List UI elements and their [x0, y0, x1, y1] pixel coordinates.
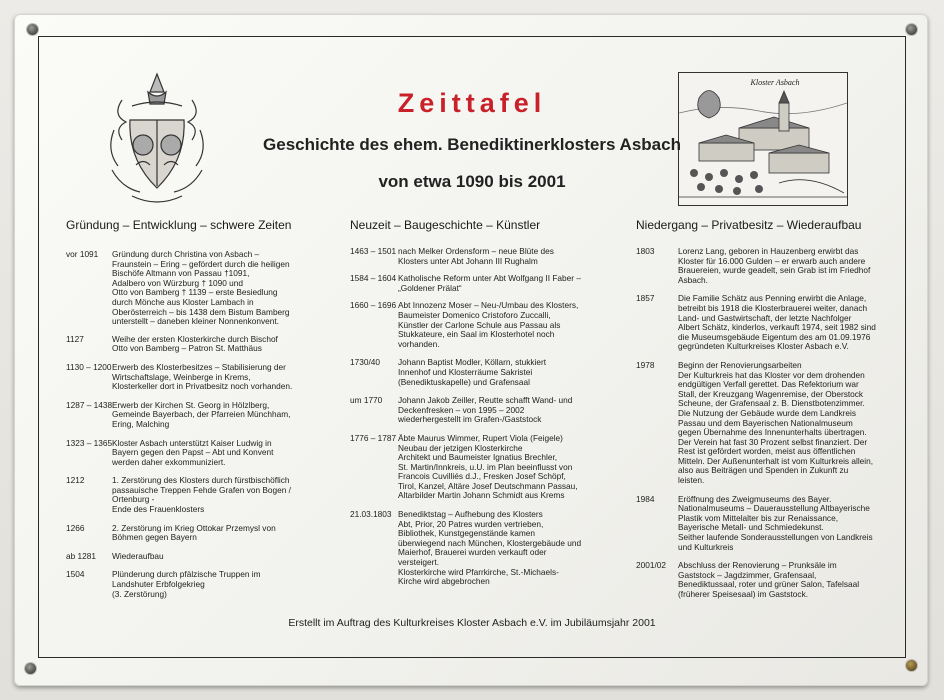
entry-year: 1660 – 1696	[350, 300, 397, 311]
entry-year: 2001/02	[636, 560, 666, 571]
timeline-entry	[350, 274, 590, 293]
timeline-column-1	[66, 250, 306, 599]
column-heading-2: Neuzeit – Baugeschichte – Künstler	[350, 218, 541, 232]
entry-year: 1857	[636, 293, 655, 304]
timeline-entry	[636, 561, 886, 599]
entry-text: 1. Zerstörung des Klosters durch fürstbischöflich passauische Treppen Fehde Grafen von Bogen / Ortenburg - Ende des Frauenklosters	[112, 475, 291, 515]
entry-text: Kloster Asbach unterstützt Kaiser Ludwig in Bayern gegen den Papst – Abt und Konvent werden daher exkommuniziert.	[112, 437, 274, 467]
timeline-entry	[350, 301, 590, 349]
entry-year: 1803	[636, 246, 655, 256]
column-heading-1: Gründung – Entwicklung – schwere Zeiten	[66, 218, 292, 232]
entry-text: nach Melker Ordensform – neue Blüte des Klosters unter Abt Johann III Rughalm	[398, 246, 554, 266]
entry-text: Abschluss der Renovierung – Prunksäle im Gaststock – Jagdzimmer, Grafensaal, Benediktussaal, roter und grüner Salon, Tafelsaal (früherer Speisesaal) im Gaststock.	[678, 560, 860, 599]
timeline-entry	[66, 439, 306, 468]
entry-text: Johann Jakob Zeiller, Reutte schafft Wand- und Deckenfresken – von 1995 – 2002 wiederhergestellt im Grafen-/Gaststock	[398, 395, 573, 425]
entry-text: Erwerb des Klosterbesitzes – Stabilisierung der Wirtschaftslage, Weinberge in Krems, Klosterkeller dort in Privatbesitz noch vorhanden.	[112, 361, 293, 392]
entry-year: 1212	[66, 475, 85, 486]
timeline-entry	[66, 335, 306, 354]
page-subtitle: Geschichte des ehem. Benediktinerklosters Asbach	[263, 135, 681, 154]
timeline-entry	[636, 495, 886, 553]
entry-text: Abt Innozenz Moser – Neu-/Umbau des Klosters, Baumeister Domenico Cristoforo Zuccalli, Künstler der Carlone Schule aus Passau als Stukkateure, ein Saal im Klosterhotel noch vorhanden.	[398, 300, 579, 349]
footer-credit: Erstellt im Auftrag des Kulturkreises Kloster Asbach e.V. im Jubiläumsjahr 2001	[288, 617, 656, 629]
entry-year: 1504	[66, 569, 85, 580]
timeline-entry	[350, 510, 590, 587]
entry-year: 1287 – 1438	[66, 399, 113, 410]
entry-text: Die Familie Schätz aus Penning erwirbt die Anlage, betreibt bis 1918 die Klosterbrauerei weiter, danach Land- und Gastwirtschaft, der letzte Nachfolger Albert Schätz, kinderlos, verkauft 1974, seit 1982 sind die Museumsgebäude Eigentum des am 01.09.1976 gegründeten Kulturkreises Kloster Asbach e.V.	[678, 293, 876, 352]
entry-year: um 1770	[350, 395, 383, 406]
entry-text: Äbte Maurus Wimmer, Rupert Viola (Feigele) Neubau der jetzigen Klosterkirche Architekt und Baumeister Ignatius Brechler, St. Martin/Innkreis, u.U. im Plan beeinflusst von Francois Cuvilliés d.J., Fresken Josef Schöpf, Tirol, Kanzel, Altäre Josef Deutschmann Passau, Altarbilder Martin Johann Schmidt aus Krems	[398, 432, 578, 501]
entry-year: 1978	[636, 359, 655, 370]
entry-text: Katholische Reform unter Abt Wolfgang II Faber – „Goldener Prälat“	[398, 273, 581, 293]
entry-year: 1266	[66, 522, 85, 533]
entry-text: Benediktstag – Aufhebung des Klosters Abt, Prior, 20 Patres wurden vertrieben, Bibliothek, Kunstgegenstände kamen überwiegend nach München, Klostergebäude und Maierhof, Brauerei wurden verkauft oder versteigert. Klosterkirche wird Pfarrkirche, St.-Michaels- Kirche wird abgebrochen	[398, 509, 582, 587]
timeline-entry	[66, 363, 306, 392]
entry-year: 1127	[66, 333, 84, 344]
entry-year: 1130 – 1200	[66, 361, 112, 372]
screw-top-left	[27, 24, 38, 35]
entry-text: Wiederaufbau	[112, 550, 164, 561]
timeline-entry	[636, 361, 886, 486]
screw-bottom-right	[906, 660, 917, 671]
timeline-column-3	[636, 247, 886, 600]
column-heading-3: Niedergang – Privatbesitz – Wiederaufbau	[636, 218, 862, 232]
timeline-entry	[350, 358, 590, 387]
entry-year: vor 1091	[66, 249, 99, 259]
timeline-entry	[66, 570, 306, 599]
timeline-entry	[66, 250, 306, 327]
timeline-entry	[636, 294, 886, 352]
entry-text: Weihe der ersten Klosterkirche durch Bischof Otto von Bamberg – Patron St. Matthäus	[112, 333, 278, 354]
screw-top-right	[906, 24, 917, 35]
entry-text: Erwerb der Kirchen St. Georg in Hölzlberg, Gemeinde Bayerbach, der Pfarreien Münchham, Ering, Malching	[112, 399, 291, 429]
entry-year: 1730/40	[350, 357, 380, 368]
entry-text: Plünderung durch pfälzische Truppen im Landshuter Erbfolgekrieg (3. Zerstörung)	[112, 569, 261, 599]
entry-text: Beginn der Renovierungsarbeiten Der Kulturkreis hat das Kloster vor dem drohenden endgültigen Verfall gerettet. Das Refektorium war Stall, der Kreuzgang Wagenremise, der Oberstock Scheune, der Grafensaal z. B. Dienstbotenzimmer. Die Nutzung der Gebäude wurde dem Landkreis Passau und dem Bayerischen Nationalmuseum gegen Übernahme des Innenunterhalts übertragen. Der Verein hat fast 30 Prozent selbst finanziert. Der Rest ist gefördert worden, meist aus öffentlichen Mitteln. Der Außenunterhalt ist vom Kulturkreis allein, also aus Beiträgen und Spenden in Zukunft zu leisten.	[678, 359, 874, 486]
engraving-caption: Kloster Asbach	[750, 78, 800, 87]
entry-text: Gründung durch Christina von Asbach – Fraunstein – Ering – gefördert durch die heiligen Bischöfe Altmann von Passau †1091, Adalbero von Würzburg † 1090 und Otto von Bamberg † 1139 – erste Besiedlung durch Mönche aus Kloster Lambach in Oberösterreich – bis 1438 dem Bistum Bamberg unterstellt – daneben kleiner Nonnenkonvent.	[112, 249, 290, 327]
timeline-entry	[350, 396, 590, 425]
page-title: Zeittafel	[397, 88, 547, 118]
entry-year: 1584 – 1604	[350, 273, 397, 284]
entry-year: 1984	[636, 493, 655, 504]
timeline-entry	[350, 434, 590, 501]
timeline-entry	[66, 401, 306, 430]
timeline-entry	[66, 524, 306, 543]
timeline-entry	[636, 247, 886, 285]
entry-text: Johann Baptist Modler, Köllarn, stukkiert Innenhof und Klosterräume Sakristei (Benediktuskapelle) und Grafensaal	[398, 357, 547, 387]
entry-text: Eröffnung des Zweigmuseums des Bayer. Nationalmuseums – Dauerausstellung Altbayerische Plastik vom Mittelalter bis zur Renaissance, Bayerische Metall- und Schmiedekunst. Seither laufende Sonderausstellungen von Landkreis und Kulturkreis	[678, 493, 873, 552]
entry-year: ab 1281	[66, 550, 96, 561]
timeline-entry	[66, 552, 306, 562]
screw-bottom-left	[25, 663, 36, 674]
timeline-entry	[350, 247, 590, 266]
entry-year: 1463 – 1501	[350, 246, 397, 256]
timeline-entry	[66, 476, 306, 514]
timeline-column-2	[350, 247, 590, 587]
entry-year: 21.03.1803	[350, 509, 392, 520]
entry-year: 1323 – 1365	[66, 437, 113, 448]
date-range: von etwa 1090 bis 2001	[378, 172, 566, 191]
entry-text: Lorenz Lang, geboren in Hauzenberg erwirbt das Kloster für 16.000 Gulden – er erwarb auch andere Brauereien, wurde geadelt, sein Grab ist im Friedhof Asbach.	[678, 246, 871, 285]
entry-year: 1776 – 1787	[350, 432, 397, 443]
entry-text: 2. Zerstörung im Krieg Ottokar Przemysl von Böhmen gegen Bayern	[112, 522, 276, 543]
